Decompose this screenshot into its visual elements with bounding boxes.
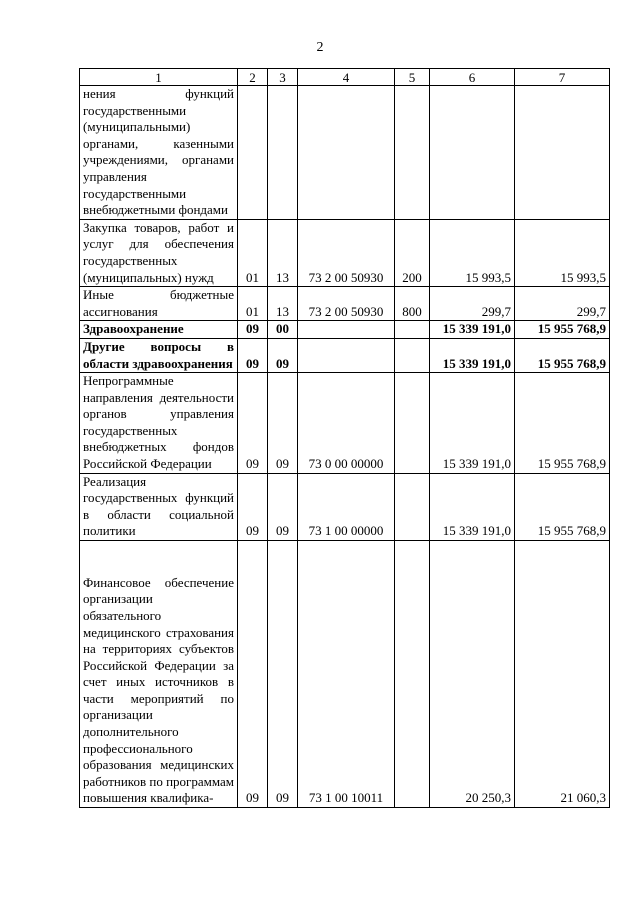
- row-amount-year1: 299,7: [430, 287, 515, 321]
- row-amount-year2: [515, 86, 610, 220]
- column-header-5: 5: [395, 69, 430, 86]
- column-header-6: 6: [430, 69, 515, 86]
- row-name: нения функций государственными (муниципальными) органами, казенными учреждениями, органами управления государственными внебюджетными фондами: [80, 86, 238, 220]
- row-amount-year1: 15 339 191,0: [430, 321, 515, 339]
- row-subsection-code: 09: [268, 373, 298, 474]
- table-row: [80, 373, 610, 474]
- row-name: Непрограммные направления деятельности органов управления государственных внебюджетных фондов Российской Федерации: [80, 373, 238, 474]
- row-target-article: 73 2 00 50930: [298, 287, 395, 321]
- row-amount-year2: 299,7: [515, 287, 610, 321]
- row-section-code: 09: [238, 321, 268, 339]
- row-subsection-code: 13: [268, 287, 298, 321]
- row-subsection-code: 09: [268, 338, 298, 372]
- column-header-3: 3: [268, 69, 298, 86]
- row-expense-type: [395, 321, 430, 339]
- page-number: 2: [316, 40, 324, 55]
- row-target-article: [298, 86, 395, 220]
- row-amount-year2: 15 955 768,9: [515, 338, 610, 372]
- row-name: Реализация государственных функций в области социальной политики: [80, 473, 238, 540]
- row-target-article: [298, 338, 395, 372]
- row-amount-year1: [430, 86, 515, 220]
- budget-table: [79, 68, 610, 808]
- row-amount-year1: 15 339 191,0: [430, 473, 515, 540]
- row-expense-type: [395, 373, 430, 474]
- column-header-2: 2: [238, 69, 268, 86]
- table-row: [80, 219, 610, 286]
- row-section-code: [238, 86, 268, 220]
- row-amount-year1: 15 993,5: [430, 219, 515, 286]
- table-row: [80, 86, 610, 220]
- row-target-article: 73 0 00 00000: [298, 373, 395, 474]
- row-section-code: 09: [238, 338, 268, 372]
- row-subsection-code: [268, 86, 298, 220]
- row-target-article: [298, 321, 395, 339]
- table-row: [80, 287, 610, 321]
- row-name: Здравоохранение: [80, 321, 238, 339]
- row-section-code: 09: [238, 541, 268, 808]
- row-amount-year2: 15 955 768,9: [515, 373, 610, 474]
- row-expense-type: [395, 541, 430, 808]
- column-header-7: 7: [515, 69, 610, 86]
- row-amount-year1: 15 339 191,0: [430, 373, 515, 474]
- row-amount-year1: 15 339 191,0: [430, 338, 515, 372]
- row-section-code: 09: [238, 373, 268, 474]
- row-expense-type: 800: [395, 287, 430, 321]
- row-name: Иные бюджетные ассигнования: [80, 287, 238, 321]
- row-amount-year2: 21 060,3: [515, 541, 610, 808]
- row-subsection-code: 09: [268, 541, 298, 808]
- row-name: [80, 541, 238, 808]
- row-expense-type: [395, 473, 430, 540]
- row-subsection-code: 09: [268, 473, 298, 540]
- row-expense-type: 200: [395, 219, 430, 286]
- table-header-row: [80, 69, 610, 86]
- row-section-code: 01: [238, 219, 268, 286]
- row-amount-year1: 20 250,3: [430, 541, 515, 808]
- row-amount-year2: 15 955 768,9: [515, 321, 610, 339]
- row-amount-year2: 15 993,5: [515, 219, 610, 286]
- row-section-code: 01: [238, 287, 268, 321]
- table-row: [80, 338, 610, 372]
- row-target-article: 73 1 00 00000: [298, 473, 395, 540]
- row-subsection-code: 00: [268, 321, 298, 339]
- row-expense-type: [395, 86, 430, 220]
- row-target-article: 73 2 00 50930: [298, 219, 395, 286]
- table-row: [80, 541, 610, 808]
- row-section-code: 09: [238, 473, 268, 540]
- row-name: Закупка товаров, работ и услуг для обеспечения государственных (муниципальных) нужд: [80, 219, 238, 286]
- row-amount-year2: 15 955 768,9: [515, 473, 610, 540]
- row-name-text: Финансовое обеспечение организации обязательного медицинского страхования на территориях субъектов Российской Федерации за счет иных источников в части мероприятий по организации дополнительного профессионального образования медицинских работников по программам повышения квалифика-: [83, 574, 234, 806]
- table-row: [80, 321, 610, 339]
- table-row: [80, 473, 610, 540]
- column-header-1: 1: [80, 69, 238, 86]
- row-target-article: 73 1 00 10011: [298, 541, 395, 808]
- column-header-4: 4: [298, 69, 395, 86]
- row-expense-type: [395, 338, 430, 372]
- row-name: Другие вопросы в области здравоохранения: [80, 338, 238, 372]
- row-subsection-code: 13: [268, 219, 298, 286]
